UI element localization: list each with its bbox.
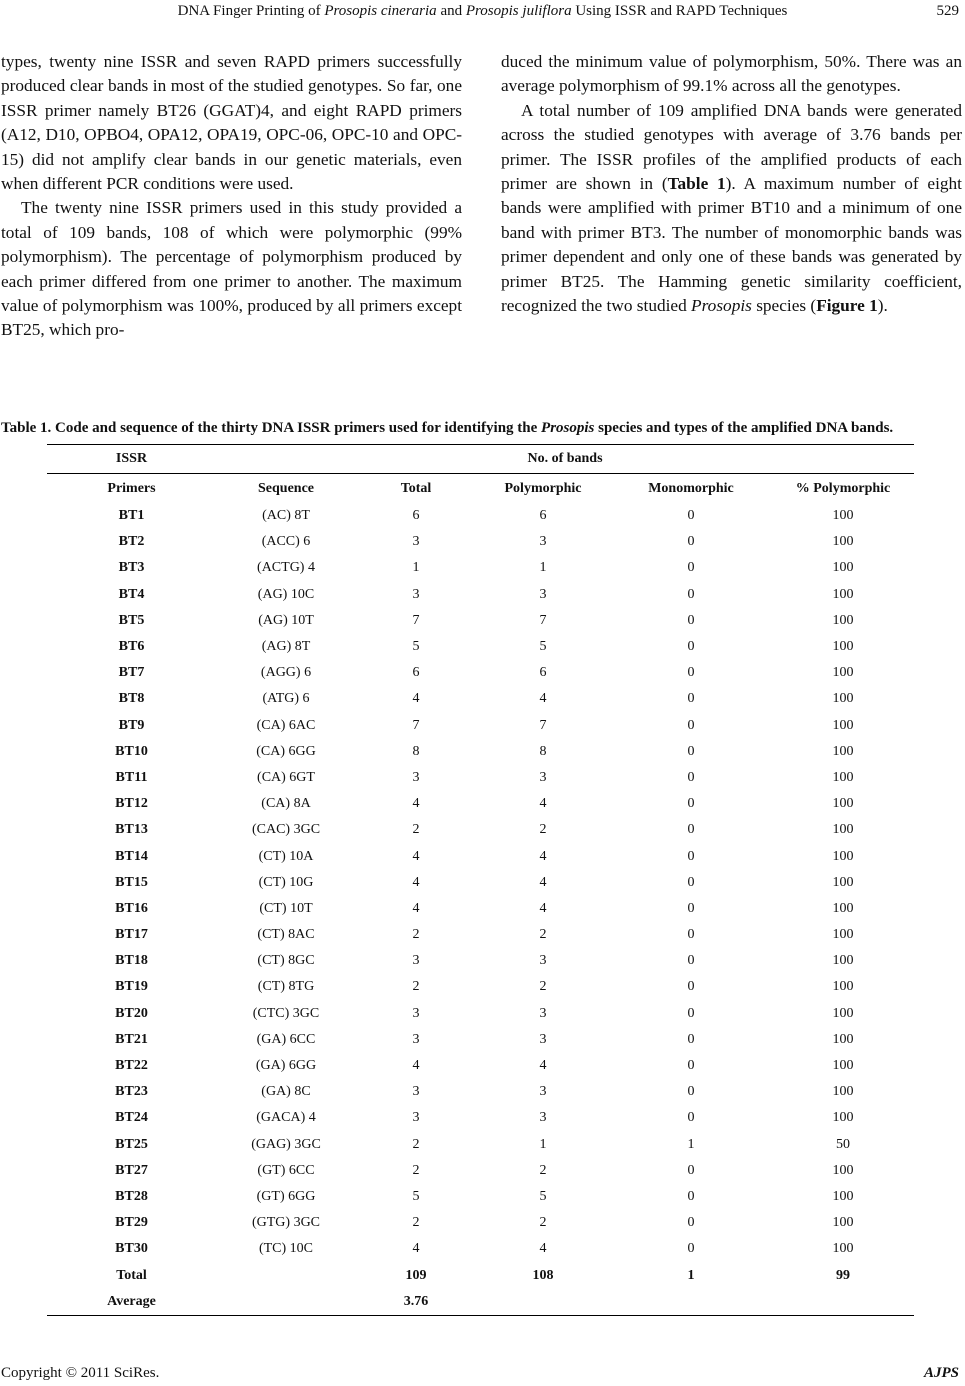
monomorphic-cell: 0 — [687, 979, 695, 995]
table-row — [47, 1158, 914, 1184]
percent-cell: 100 — [832, 1084, 854, 1100]
polymorphic-cell: 4 — [539, 796, 547, 812]
polymorphic-cell: 7 — [539, 717, 547, 733]
polymorphic-cell: 7 — [539, 612, 547, 628]
monomorphic-cell: 0 — [687, 1188, 695, 1204]
table-row — [47, 1236, 914, 1262]
sequence-cell: (AG) 10T — [258, 612, 314, 628]
total-cell: 8 — [412, 743, 420, 759]
polymorphic-cell: 8 — [539, 743, 547, 759]
table-row — [47, 870, 914, 896]
primer-cell: BT4 — [118, 586, 145, 602]
sequence-cell: (AC) 8T — [262, 508, 310, 524]
polymorphic-cell: 6 — [539, 665, 547, 681]
monomorphic-cell: 0 — [687, 848, 695, 864]
monomorphic-cell: 0 — [687, 612, 695, 628]
percent-cell: 100 — [832, 1005, 854, 1021]
polymorphic-cell: 5 — [539, 1188, 547, 1204]
total-cell: 4 — [412, 796, 420, 812]
polymorphic-cell: 2 — [539, 927, 547, 943]
polymorphic-cell: 3 — [539, 769, 547, 785]
primer-cell: BT15 — [115, 874, 148, 890]
page-number: 529 — [936, 3, 959, 19]
bands-header: No. of bands — [216, 445, 914, 474]
total-cell: 3 — [412, 1110, 420, 1126]
sequence-cell: (GA) 6GG — [255, 1058, 317, 1074]
monomorphic-cell: 0 — [687, 822, 695, 838]
monomorphic-cell: 0 — [687, 874, 695, 890]
sequence-cell: (CA) 6AC — [256, 717, 316, 733]
primer-cell: BT18 — [115, 953, 148, 969]
sequence-cell: (AG) 10C — [257, 586, 315, 602]
percent-cell: 100 — [832, 743, 854, 759]
primer-cell: BT19 — [115, 979, 148, 995]
percent-cell: 100 — [832, 1188, 854, 1204]
sequence-cell: (CAC) 3GC — [251, 822, 321, 838]
polymorphic-cell: 1 — [539, 560, 547, 576]
total-cell: 5 — [412, 639, 420, 655]
sequence-cell: (CT) 8GC — [257, 953, 315, 969]
column-header: % Polymorphic — [795, 480, 891, 496]
sequence-cell: (CT) 10A — [258, 848, 314, 864]
monomorphic-cell: 1 — [687, 1136, 695, 1152]
polymorphic-cell: 3 — [539, 534, 547, 550]
average-bands: 3.76 — [356, 1289, 476, 1316]
column-header: Sequence — [258, 480, 314, 496]
sequence-cell: (GAG) 3GC — [251, 1136, 321, 1152]
sequence-cell: (ACTG) 4 — [257, 560, 315, 576]
table-row — [47, 555, 914, 581]
primer-cell: BT22 — [115, 1058, 148, 1074]
sequence-cell: (GA) 8C — [261, 1084, 311, 1100]
total-cell: 7 — [412, 612, 420, 628]
percent-cell: 100 — [832, 848, 854, 864]
column-header: Total — [400, 480, 432, 496]
table-row — [47, 974, 914, 1000]
primer-cell: BT21 — [115, 1031, 148, 1047]
column-header: Polymorphic — [504, 480, 582, 496]
table-reference: Table 1 — [667, 174, 726, 194]
total-cell: 5 — [412, 1188, 420, 1204]
primer-cell: BT9 — [118, 717, 145, 733]
table-row — [47, 791, 914, 817]
primer-cell: BT11 — [115, 769, 148, 785]
polymorphic-cell: 4 — [539, 848, 547, 864]
sequence-cell: (GTG) 3GC — [251, 1215, 321, 1231]
polymorphic-cell: 3 — [539, 1084, 547, 1100]
total-cell: 3 — [412, 1005, 420, 1021]
page-footer — [0, 1362, 965, 1384]
monomorphic-cell: 0 — [687, 1084, 695, 1100]
monomorphic-cell: 0 — [687, 508, 695, 524]
primer-cell: BT23 — [115, 1084, 148, 1100]
table-row — [47, 922, 914, 948]
monomorphic-cell: 0 — [687, 1031, 695, 1047]
total-monomorphic: 1 — [687, 1267, 695, 1283]
total-cell: 3 — [412, 953, 420, 969]
total-cell: 6 — [412, 508, 420, 524]
polymorphic-cell: 3 — [539, 1031, 547, 1047]
sequence-cell: (TC) 10C — [258, 1241, 314, 1257]
table-row — [47, 503, 914, 529]
column-header: Monomorphic — [648, 480, 734, 496]
copyright: Copyright © 2011 SciRes. — [1, 1365, 160, 1381]
percent-cell: 100 — [832, 665, 854, 681]
table-row — [47, 843, 914, 869]
polymorphic-cell: 2 — [539, 979, 547, 995]
running-title: DNA Finger Printing of Prosopis cineraria and Prosopis juliflora Using ISSR and RAPD Techniques — [177, 3, 788, 19]
body-paragraph: types, twenty nine ISSR and seven RAPD primers successfully produced clear bands in most of the studied genotypes. So far, one ISSR primer namely BT26 (GGAT)4, and eight RAPD primers (A12, D10, OPBO4, OPA12, OPA19, OPC-06, OPC-10 and OPC-15) did not amplify clear bands in our genetic materials, even when different PCR conditions were used. — [1, 52, 462, 194]
monomorphic-cell: 0 — [687, 743, 695, 759]
percent-cell: 100 — [832, 1058, 854, 1074]
total-cell: 2 — [412, 979, 420, 995]
percent-cell: 100 — [832, 953, 854, 969]
monomorphic-cell: 0 — [687, 1215, 695, 1231]
sequence-cell: (ACC) 6 — [261, 534, 311, 550]
primer-cell: BT6 — [118, 639, 145, 655]
polymorphic-cell: 4 — [539, 691, 547, 707]
monomorphic-cell: 0 — [687, 560, 695, 576]
right-column — [501, 50, 962, 318]
monomorphic-cell: 0 — [687, 769, 695, 785]
polymorphic-cell: 4 — [539, 874, 547, 890]
primer-cell: BT12 — [115, 796, 148, 812]
monomorphic-cell: 0 — [687, 717, 695, 733]
primer-cell: BT25 — [115, 1136, 148, 1152]
polymorphic-cell: 6 — [539, 508, 547, 524]
table-row — [47, 948, 914, 974]
percent-cell: 100 — [832, 1215, 854, 1231]
table-row — [47, 713, 914, 739]
table-row — [47, 608, 914, 634]
total-cell: 3 — [412, 586, 420, 602]
total-cell: 3 — [412, 1084, 420, 1100]
monomorphic-cell: 0 — [687, 927, 695, 943]
monomorphic-cell: 0 — [687, 900, 695, 916]
total-cell: 2 — [412, 822, 420, 838]
primer-cell: BT7 — [118, 665, 145, 681]
monomorphic-cell: 0 — [687, 796, 695, 812]
table-group-header — [47, 445, 914, 474]
journal-name: AJPS — [923, 1365, 959, 1381]
table-column-header — [47, 474, 914, 504]
column-header: Primers — [107, 480, 156, 496]
percent-cell: 100 — [832, 691, 854, 707]
total-cell: 2 — [412, 1162, 420, 1178]
issr-primer-table — [47, 444, 914, 1316]
primer-cell: BT2 — [118, 534, 145, 550]
total-cell: 4 — [412, 900, 420, 916]
percent-cell: 100 — [832, 979, 854, 995]
running-head — [0, 0, 965, 22]
total-cell: 3 — [412, 769, 420, 785]
total-label: Total — [116, 1267, 147, 1283]
polymorphic-cell: 3 — [539, 1110, 547, 1126]
total-cell: 4 — [412, 1241, 420, 1257]
percent-cell: 100 — [832, 796, 854, 812]
sequence-cell: (GACA) 4 — [256, 1110, 316, 1126]
primer-cell: BT14 — [115, 848, 148, 864]
average-row — [47, 1289, 914, 1316]
sequence-cell: (CA) 8A — [261, 796, 311, 812]
total-percent: 99 — [836, 1267, 850, 1283]
polymorphic-cell: 2 — [539, 1162, 547, 1178]
sequence-cell: (CA) 6GT — [257, 769, 315, 785]
table-row — [47, 1184, 914, 1210]
table-row — [47, 1001, 914, 1027]
percent-cell: 100 — [832, 874, 854, 890]
table-row — [47, 1079, 914, 1105]
table-row — [47, 1053, 914, 1079]
table-row — [47, 765, 914, 791]
total-cell: 4 — [412, 691, 420, 707]
table-row — [47, 686, 914, 712]
polymorphic-cell: 2 — [539, 822, 547, 838]
sequence-cell: (ATG) 6 — [262, 691, 310, 707]
table-row — [47, 660, 914, 686]
primer-cell: BT17 — [115, 927, 148, 943]
percent-cell: 100 — [832, 769, 854, 785]
total-cell: 4 — [412, 848, 420, 864]
primer-cell: BT16 — [115, 900, 148, 916]
polymorphic-cell: 3 — [539, 586, 547, 602]
percent-cell: 100 — [832, 1241, 854, 1257]
total-bands: 109 — [405, 1267, 427, 1283]
total-cell: 2 — [412, 1215, 420, 1231]
polymorphic-cell: 4 — [539, 1241, 547, 1257]
primer-cell: BT8 — [118, 691, 145, 707]
percent-cell: 100 — [832, 560, 854, 576]
polymorphic-cell: 2 — [539, 1215, 547, 1231]
monomorphic-cell: 0 — [687, 665, 695, 681]
table-row — [47, 582, 914, 608]
sequence-cell: (CTC) 3GC — [252, 1005, 320, 1021]
primer-cell: BT3 — [118, 560, 145, 576]
percent-cell: 100 — [832, 822, 854, 838]
polymorphic-cell: 4 — [539, 900, 547, 916]
polymorphic-cell: 3 — [539, 1005, 547, 1021]
total-cell: 1 — [412, 560, 420, 576]
monomorphic-cell: 0 — [687, 1162, 695, 1178]
monomorphic-cell: 0 — [687, 534, 695, 550]
monomorphic-cell: 0 — [687, 639, 695, 655]
percent-cell: 100 — [832, 900, 854, 916]
sequence-cell: (GT) 6CC — [257, 1162, 315, 1178]
total-cell: 3 — [412, 534, 420, 550]
table-row — [47, 896, 914, 922]
total-cell: 3 — [412, 1031, 420, 1047]
sequence-cell: (GT) 6GG — [256, 1188, 316, 1204]
polymorphic-cell: 4 — [539, 1058, 547, 1074]
primer-cell: BT20 — [115, 1005, 148, 1021]
monomorphic-cell: 0 — [687, 1241, 695, 1257]
monomorphic-cell: 0 — [687, 1058, 695, 1074]
total-cell: 2 — [412, 1136, 420, 1152]
percent-cell: 100 — [832, 927, 854, 943]
sequence-cell: (AG) 8T — [261, 639, 311, 655]
table-row — [47, 1132, 914, 1158]
monomorphic-cell: 0 — [687, 691, 695, 707]
primer-cell: BT29 — [115, 1215, 148, 1231]
percent-cell: 50 — [836, 1136, 850, 1152]
percent-cell: 100 — [832, 1110, 854, 1126]
total-cell: 4 — [412, 1058, 420, 1074]
total-cell: 6 — [412, 665, 420, 681]
sequence-cell: (CT) 10T — [259, 900, 313, 916]
percent-cell: 100 — [832, 508, 854, 524]
total-polymorphic: 108 — [532, 1267, 554, 1283]
table-row — [47, 1027, 914, 1053]
percent-cell: 100 — [832, 586, 854, 602]
primer-cell: BT5 — [118, 612, 145, 628]
primer-cell: BT28 — [115, 1188, 148, 1204]
primer-cell: BT10 — [115, 743, 148, 759]
monomorphic-cell: 0 — [687, 586, 695, 602]
figure-reference: Figure 1 — [816, 296, 878, 316]
percent-cell: 100 — [832, 612, 854, 628]
percent-cell: 100 — [832, 534, 854, 550]
percent-cell: 100 — [832, 717, 854, 733]
primer-cell: BT30 — [115, 1241, 148, 1257]
monomorphic-cell: 0 — [687, 953, 695, 969]
left-column — [1, 50, 462, 343]
body-paragraph: The twenty nine ISSR primers used in this study provided a total of 109 bands, 108 of which were polymorphic (99% polymorphism). The percentage of polymorphism produced by each primer differed from one primer to another. The maximum value of polymorphism was 100%, produced by all primers except BT25, which pro- — [1, 198, 462, 340]
average-label: Average — [47, 1289, 216, 1316]
table-row — [47, 634, 914, 660]
polymorphic-cell: 5 — [539, 639, 547, 655]
primer-cell: BT1 — [118, 508, 145, 524]
body-paragraph: A total number of 109 amplified DNA bands were generated across the studied genotypes with average of 3.76 bands per primer. The ISSR profiles of the amplified products of each primer are shown in (Table 1). A maximum number of eight bands were amplified with primer BT10 and a minimum of one band with primer BT3. The number of monomorphic bands was primer dependent and only one of these bands was generated by primer BT25. The Hamming genetic similarity coefficient, recognized the two studied Prosopis species (Figure 1). — [501, 100, 962, 316]
total-cell: 4 — [412, 874, 420, 890]
total-cell: 7 — [412, 717, 420, 733]
table-row — [47, 817, 914, 843]
percent-cell: 100 — [832, 639, 854, 655]
sequence-cell: (GA) 6CC — [256, 1031, 316, 1047]
sequence-cell: (CT) 8AC — [257, 927, 315, 943]
sequence-cell: (CA) 6GG — [256, 743, 316, 759]
sequence-cell: (CT) 8TG — [257, 979, 315, 995]
monomorphic-cell: 0 — [687, 1005, 695, 1021]
polymorphic-cell: 3 — [539, 953, 547, 969]
total-cell: 2 — [412, 927, 420, 943]
table-row — [47, 1105, 914, 1131]
issr-header: ISSR — [47, 445, 216, 474]
body-paragraph: duced the minimum value of polymorphism, 50%. There was an average polymorphism of 99.1% across all the genotypes. — [501, 52, 962, 96]
primer-cell: BT13 — [115, 822, 148, 838]
table-row — [47, 739, 914, 765]
percent-cell: 100 — [832, 1031, 854, 1047]
table-caption: Table 1. Code and sequence of the thirty DNA ISSR primers used for identifying the Prosopis species and types of the amplified DNA bands. — [1, 420, 894, 436]
sequence-cell: (CT) 10G — [258, 874, 314, 890]
monomorphic-cell: 0 — [687, 1110, 695, 1126]
percent-cell: 100 — [832, 1162, 854, 1178]
table-row — [47, 1210, 914, 1236]
table-row — [47, 529, 914, 555]
polymorphic-cell: 1 — [539, 1136, 547, 1152]
sequence-cell: (AGG) 6 — [260, 665, 312, 681]
primer-cell: BT27 — [115, 1162, 148, 1178]
total-row — [47, 1262, 914, 1288]
primer-cell: BT24 — [115, 1110, 148, 1126]
